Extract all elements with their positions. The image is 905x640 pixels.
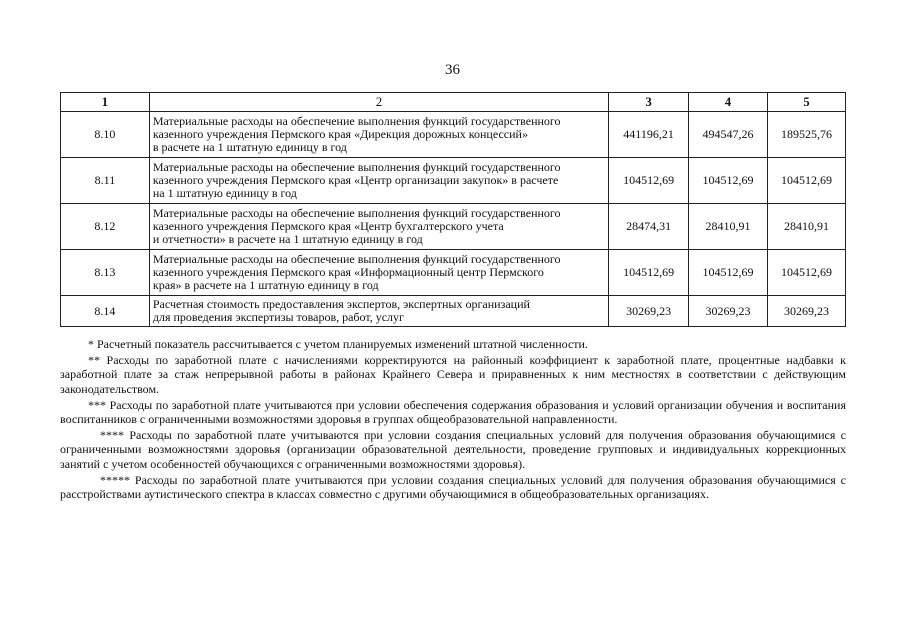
desc-line: Материальные расходы на обеспечение выполнения функций государственного <box>152 252 561 266</box>
row-description <box>149 296 608 327</box>
expense-table <box>60 92 846 327</box>
table-row <box>61 204 846 250</box>
column-header-2: 2 <box>149 93 608 112</box>
value-col5: 28410,91 <box>768 204 846 250</box>
value-col3: 104512,69 <box>609 158 689 204</box>
table-row <box>61 112 846 158</box>
footnote: * Расчетный показатель рассчитывается с учетом планируемых изменений штатной численности. <box>88 337 588 351</box>
desc-line: казенного учреждения Пермского края «Центр организации закупок» в расчете <box>152 173 559 187</box>
desc-line: на 1 штатную единицу в год <box>152 186 297 200</box>
footnote: **** Расходы по заработной плате учитываются при условии создания специальных условий для получения образования обучающимися с ограниченными возможностями здоровья (организации образовательной деятельности, проведение групповых и индивидуальных коррекционных занятий с учетом особенностей обучающихся с ограниченными возможностями здоровья). <box>60 427 846 471</box>
value-col5: 104512,69 <box>768 158 846 204</box>
desc-line: Материальные расходы на обеспечение выполнения функций государственного <box>152 206 561 220</box>
row-number: 8.11 <box>61 158 150 204</box>
value-col3: 30269,23 <box>609 296 689 327</box>
value-col5: 104512,69 <box>768 250 846 296</box>
desc-line: в расчете на 1 штатную единицу в год <box>152 140 347 154</box>
footnote: ** Расходы по заработной плате с начислениями корректируются на районный коэффициент к заработной плате, процентные надбавки к заработной плате за стаж непрерывной работы в районах Крайнего Севера и приравненных к ним местностях в соответствии с действующим законодательством. <box>60 352 846 396</box>
footnote: *** Расходы по заработной плате учитываются при условии обеспечения содержания образования и условий организации обучения и воспитания воспитанников с ограниченными возможностями здоровья в группах общеобразовательной направленности. <box>60 397 846 427</box>
row-number: 8.12 <box>61 204 150 250</box>
column-header-5: 5 <box>768 93 846 112</box>
value-col4: 104512,69 <box>689 250 768 296</box>
footnote: ***** Расходы по заработной плате учитываются при условии создания специальных условий для получения образования обучающимися с расстройствами аутистического спектра в классах совместно с другими обучающимися в общеобразовательных организациях. <box>60 472 846 502</box>
row-description <box>149 250 608 296</box>
row-description <box>149 204 608 250</box>
desc-line: Расчетная стоимость предоставления экспертов, экспертных организаций <box>152 297 530 311</box>
value-col3: 28474,31 <box>609 204 689 250</box>
desc-line: Материальные расходы на обеспечение выполнения функций государственного <box>152 114 561 128</box>
desc-line: для проведения экспертизы товаров, работ, услуг <box>152 310 404 324</box>
value-col5: 30269,23 <box>768 296 846 327</box>
table-header-row <box>61 93 846 112</box>
table-row <box>61 296 846 327</box>
row-description <box>149 158 608 204</box>
value-col4: 30269,23 <box>689 296 768 327</box>
column-header-3: 3 <box>609 93 689 112</box>
table-row <box>61 158 846 204</box>
row-number: 8.14 <box>61 296 150 327</box>
row-number: 8.10 <box>61 112 150 158</box>
value-col4: 104512,69 <box>689 158 768 204</box>
value-col5: 189525,76 <box>768 112 846 158</box>
footnotes <box>60 337 846 503</box>
value-col3: 441196,21 <box>609 112 689 158</box>
desc-line: казенного учреждения Пермского края «Информационный центр Пермского <box>152 265 544 279</box>
value-col4: 28410,91 <box>689 204 768 250</box>
desc-line: и отчетности» в расчете на 1 штатную единицу в год <box>152 232 423 246</box>
table-row <box>61 250 846 296</box>
desc-line: Материальные расходы на обеспечение выполнения функций государственного <box>152 160 561 174</box>
page-number: 36 <box>445 62 460 78</box>
desc-line: казенного учреждения Пермского края «Дирекция дорожных концессий» <box>152 127 528 141</box>
desc-line: края» в расчете на 1 штатную единицу в год <box>152 278 379 292</box>
column-header-1: 1 <box>61 93 150 112</box>
row-number: 8.13 <box>61 250 150 296</box>
row-description <box>149 112 608 158</box>
value-col3: 104512,69 <box>609 250 689 296</box>
column-header-4: 4 <box>689 93 768 112</box>
value-col4: 494547,26 <box>689 112 768 158</box>
desc-line: казенного учреждения Пермского края «Центр бухгалтерского учета <box>152 219 504 233</box>
